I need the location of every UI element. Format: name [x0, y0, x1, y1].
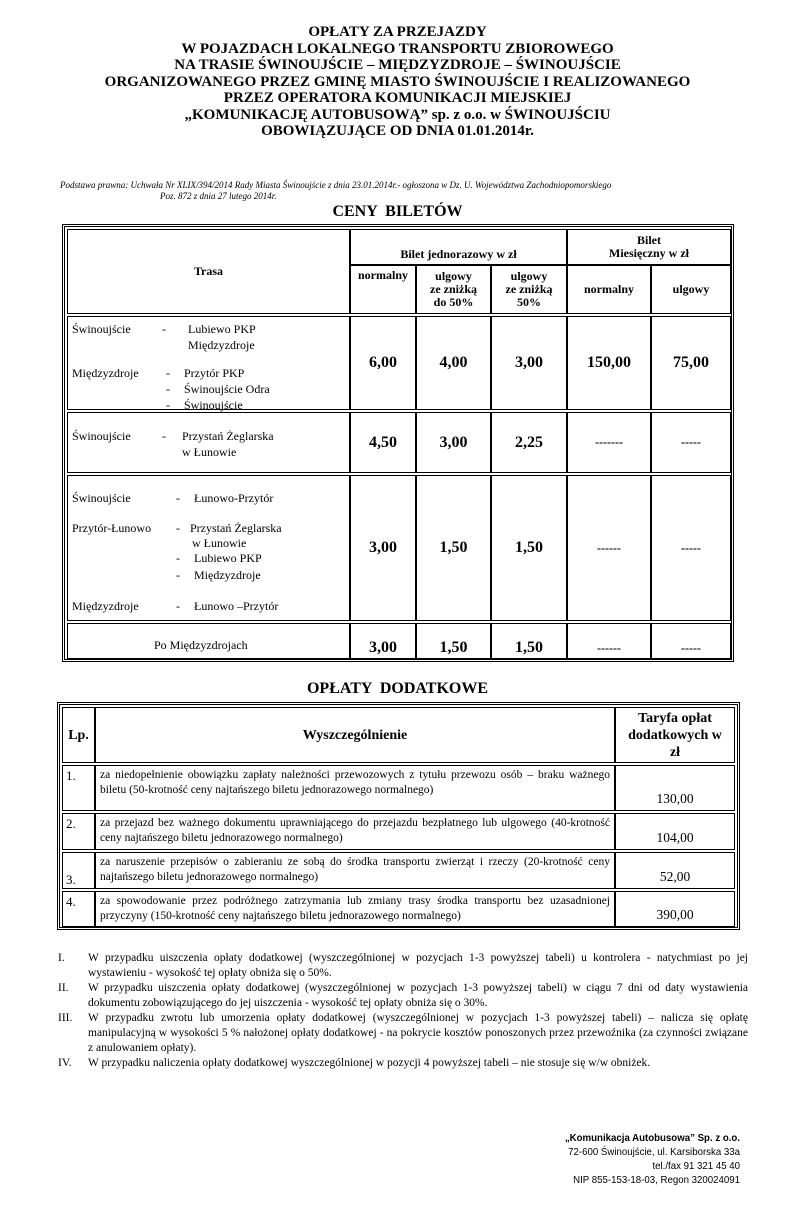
header-line: 50% [517, 295, 541, 309]
legal-basis [60, 180, 611, 202]
price-cell: ----- [651, 475, 731, 621]
fee-description: za naruszenie przepisów o zabieraniu ze sobą do środka transportu zwierząt i rzeczy (20-krotność ceny najtańszego biletu jednorazowego normalnego) [95, 852, 615, 889]
header-tariff [615, 707, 735, 763]
note-item [58, 1011, 748, 1056]
route-name: Po Międzyzdrojach [154, 638, 248, 652]
route-dash: - [162, 429, 166, 443]
legal-basis-line: Poz. 872 z dnia 27 lutego 2014r. [160, 191, 277, 201]
header-line: zł [669, 744, 681, 760]
price-cell: 1,50 [416, 623, 491, 659]
fee-description: za spowodowanie przez podróżnego zatrzymania lub zmiany trasy środka transportu bez uzasadnionej przyczyny (150-krotność ceny najtańszego biletu jednorazowego normalnego) [95, 891, 615, 927]
route-from: Międzyzdroje [72, 366, 139, 380]
fee-amount: 130,00 [615, 765, 735, 811]
fee-amount: 52,00 [615, 852, 735, 889]
route-to: Międzyzdroje [188, 338, 255, 352]
fee-lp: 3. [62, 852, 95, 889]
fee-lp: 2. [62, 813, 95, 850]
price-cell: ------ [567, 475, 651, 621]
route-dash: - [176, 551, 180, 565]
route-to: Przystań Żeglarska [182, 429, 274, 443]
header-monthly-reduced: ulgowy [651, 265, 731, 314]
notes-list [58, 951, 748, 1071]
route-dash: - [166, 382, 170, 396]
price-cell: 3,00 [416, 412, 491, 473]
header-reduced-50 [491, 265, 567, 314]
price-cell: 3,00 [350, 475, 416, 621]
route-to: Lubiewo PKP [194, 551, 262, 565]
header-monthly-line: Bilet [637, 233, 661, 247]
note-text: W przypadku uiszczenia opłaty dodatkowej (wyszczególnionej w pozycjach 1-3 powyższej tabeli) w ciągu 7 dni od daty wystawienia dokumentu zobowiązującego do jej uiszczenia - wysokość tej opłaty obniża się o 30%. [88, 982, 748, 1009]
header-single: Bilet jednorazowy w zł [350, 229, 567, 265]
extra-fees-table [57, 702, 740, 930]
route-to: Przytór PKP [184, 366, 245, 380]
route-dash: - [176, 521, 180, 535]
price-cell: 1,50 [491, 475, 567, 621]
route-cell [67, 412, 350, 473]
prices-table [62, 224, 734, 662]
note-text: W przypadku zwrotu lub umorzenia opłaty dodatkowej (wyszczególnionej w pozycjach 1-3 powyższej tabeli) – nalicza się opłatę manipulacyjną w wysokości 5 % nałożonej opłaty dodatkowej - na pokrycie kosztów ponoszonych przez przewoźnika (za czynności związane z anulowaniem opłaty). [88, 1012, 748, 1054]
fee-lp: 1. [62, 765, 95, 811]
header-line: ze zniżką [505, 282, 553, 296]
note-item [58, 951, 748, 981]
route-dash: - [162, 322, 166, 336]
note-text: W przypadku naliczenia opłaty dodatkowej wyszczególnionej w pozycji 4 powyższej tabeli – nie stosuje się w/w obniżek. [88, 1057, 651, 1069]
price-cell: 4,00 [416, 316, 491, 410]
company-stamp [556, 1131, 740, 1187]
stamp-line: tel./fax 91 321 45 40 [652, 1160, 740, 1172]
route-dash: - [166, 398, 170, 412]
extra-fees-heading: OPŁATY DODATKOWE [306, 680, 489, 697]
price-cell: 1,50 [491, 623, 567, 659]
legal-basis-line: Podstawa prawna: Uchwała Nr XLIX/394/2014 Rady Miasta Świnoujście z dnia 23.01.2014r.- ogłoszona w Dz. U. Województwa Zachodniopomorskiego [60, 180, 612, 190]
stamp-line: 72-600 Świnoujście, ul. Karsiborska 33a [568, 1146, 740, 1158]
header-monthly [567, 229, 731, 265]
price-cell: ------- [567, 412, 651, 473]
fee-amount: 104,00 [615, 813, 735, 850]
header-description: Wyszczególnienie [95, 707, 615, 763]
title-line: ORGANIZOWANEGO PRZEZ GMINĘ MIASTO ŚWINOUJŚCIE I REALIZOWANEGO [104, 73, 691, 90]
route-dash: - [176, 599, 180, 613]
header-normal: normalny [350, 265, 416, 314]
document-title [0, 24, 795, 140]
header-trasa: Trasa [67, 229, 350, 314]
route-to: w Łunowie [182, 445, 237, 459]
price-cell: 3,00 [350, 623, 416, 659]
price-cell: 6,00 [350, 316, 416, 410]
route-to: Przystań Żeglarska [190, 521, 282, 535]
stamp-line: „Komunikacja Autobusowa” Sp. z o.o. [564, 1132, 740, 1144]
prices-heading: CENY BILETÓW [332, 203, 463, 220]
header-lp: Lp. [62, 707, 95, 763]
price-cell: 2,25 [491, 412, 567, 473]
route-dash: - [166, 366, 170, 380]
price-cell: ----- [651, 623, 731, 659]
header-line: dodatkowych w [628, 727, 722, 743]
route-cell [67, 316, 350, 410]
fee-description: za niedopełnienie obowiązku zapłaty należności przewozowych z tytułu przewozu osób – braku ważnego biletu (50-krotność ceny najtańszego biletu jednorazowego normalnego) [95, 765, 615, 811]
title-line: PRZEZ OPERATORA KOMUNIKACJI MIEJSKIEJ [223, 90, 572, 106]
route-to: Lubiewo PKP [188, 322, 256, 336]
price-cell: ----- [651, 412, 731, 473]
title-line: OPŁATY ZA PRZEJAZDY [308, 24, 487, 40]
route-to: Łunowo –Przytór [194, 599, 279, 613]
route-cell [67, 623, 350, 659]
route-from: Świnoujście [72, 429, 131, 443]
route-to: w Łunowie [192, 536, 247, 550]
header-line: Taryfa opłat [638, 710, 712, 726]
title-line: OBOWIĄZUJĄCE OD DNIA 01.01.2014r. [261, 123, 534, 139]
price-cell: 3,00 [491, 316, 567, 410]
header-monthly-line: Miesięczny w zł [609, 246, 689, 260]
note-number: III. [58, 1012, 73, 1024]
route-from: Przytór-Łunowo [72, 521, 152, 535]
route-from: Świnoujście [72, 322, 131, 336]
title-line: NA TRASIE ŚWINOUJŚCIE – MIĘDZYZDROJE – ŚWINOUJŚCIE [174, 57, 621, 73]
header-line: do 50% [433, 295, 474, 309]
header-line: ze zniżką [430, 282, 477, 296]
price-cell: 4,50 [350, 412, 416, 473]
route-to: Świnoujście [184, 398, 243, 412]
route-to: Świnoujście Odra [184, 382, 270, 396]
note-item [58, 1056, 748, 1071]
note-number: IV. [58, 1057, 72, 1069]
note-number: I. [58, 952, 65, 964]
note-item [58, 981, 748, 1011]
note-number: II. [58, 982, 69, 994]
route-cell [67, 475, 350, 621]
note-text: W przypadku uiszczenia opłaty dodatkowej (wyszczególnionej w pozycjach 1-3 powyższej tabeli) u kontrolera - natychmiast po jej wystawieniu - wysokość tej opłaty obniża się o 50%. [88, 952, 748, 979]
price-cell: 1,50 [416, 475, 491, 621]
route-from: Świnoujście [72, 491, 131, 505]
price-cell: 75,00 [651, 316, 731, 410]
route-from: Międzyzdroje [72, 599, 139, 613]
price-cell: 150,00 [567, 316, 651, 410]
fee-amount: 390,00 [615, 891, 735, 927]
route-dash: - [176, 568, 180, 582]
header-reduced [416, 265, 491, 314]
header-monthly-normal: normalny [567, 265, 651, 314]
title-line: „KOMUNIKACJĘ AUTOBUSOWĄ” sp. z o.o. w ŚWINOUJŚCIU [184, 106, 611, 123]
stamp-line: NIP 855-153-18-03, Regon 320024091 [573, 1174, 740, 1186]
route-to: Łunowo-Przytór [194, 491, 274, 505]
header-line: ulgowy [435, 269, 472, 283]
fee-description: za przejazd bez ważnego dokumentu uprawniającego do przejazdu bezpłatnego lub ulgowego (40-krotność ceny najtańszego biletu jednorazowego normalnego) [95, 813, 615, 850]
route-to: Międzyzdroje [194, 568, 261, 582]
header-line: ulgowy [510, 269, 548, 283]
fee-lp: 4. [62, 891, 95, 927]
title-line: W POJAZDACH LOKALNEGO TRANSPORTU ZBIOROWEGO [181, 40, 614, 57]
route-dash: - [176, 491, 180, 505]
price-cell: ------ [567, 623, 651, 659]
